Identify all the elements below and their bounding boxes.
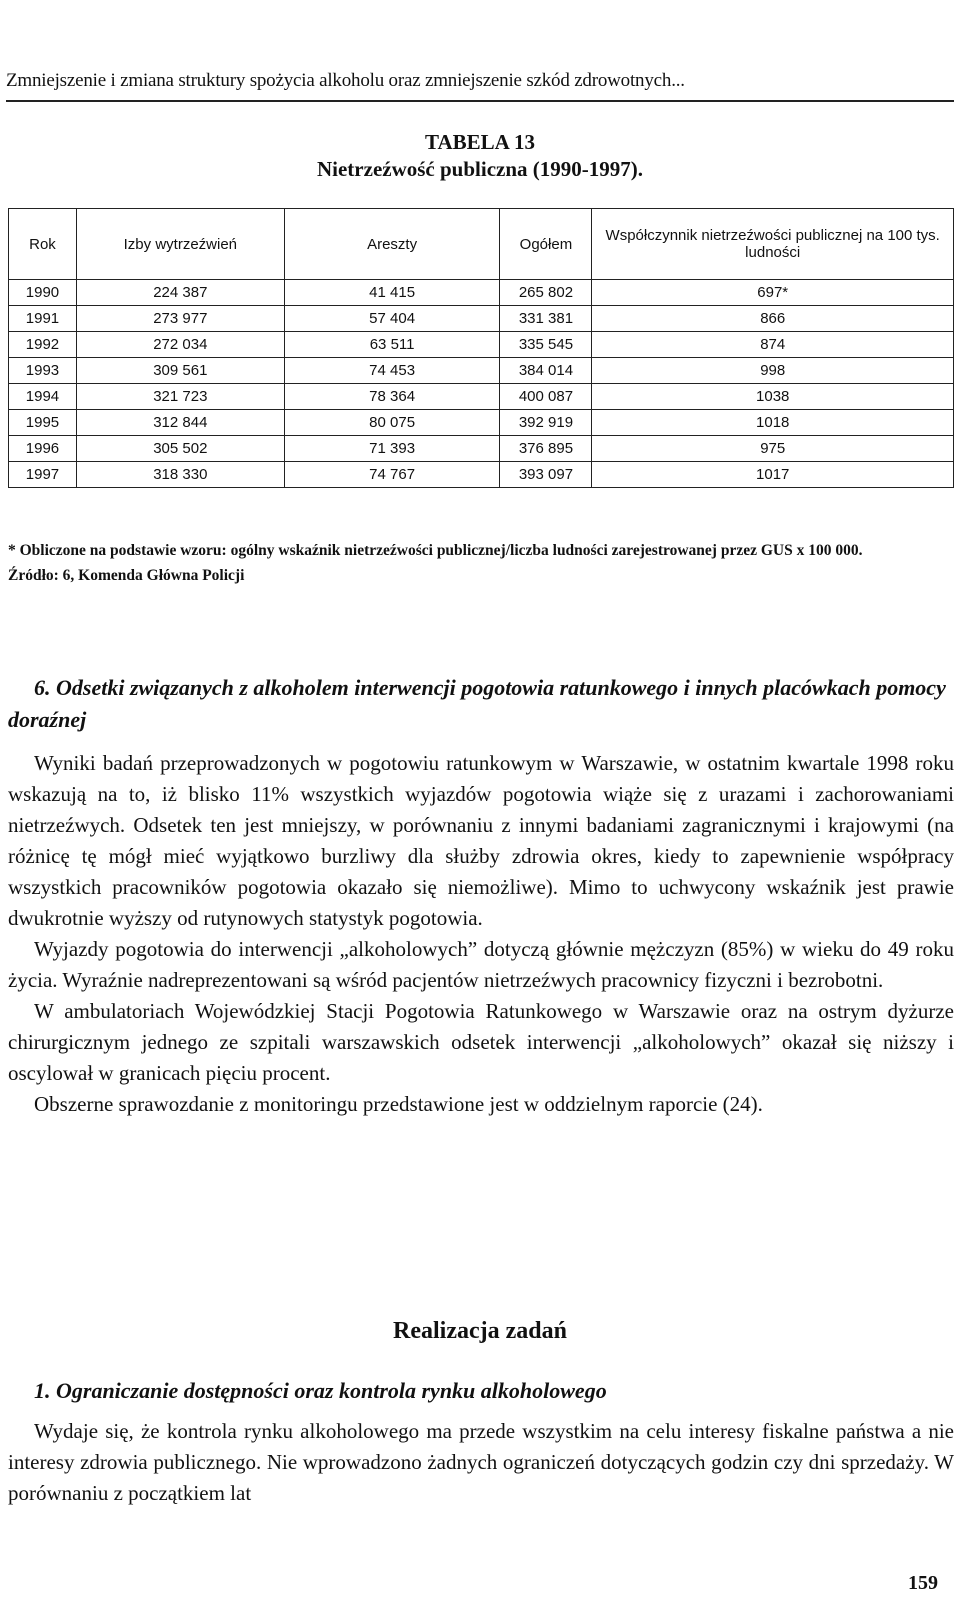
paragraph: Obszerne sprawozdanie z monitoringu przedstawione jest w oddzielnym raporcie (24).: [34, 1092, 763, 1116]
cell-year: 1991: [9, 306, 77, 332]
table-header-row: [9, 209, 954, 280]
cell-sobering: 318 330: [76, 462, 284, 488]
cell-arrests: 41 415: [284, 280, 500, 306]
cell-sobering: 321 723: [76, 384, 284, 410]
cell-rate: 866: [592, 306, 954, 332]
cell-total: 384 014: [500, 358, 592, 384]
running-header: Zmniejszenie i zmiana struktury spożycia alkoholu oraz zmniejszenie szkód zdrowotnych...: [6, 70, 685, 91]
paragraph: Wyjazdy pogotowia do interwencji „alkoholowych” dotyczą głównie mężczyzn (85%) w wieku do 49 roku życia. Wyraźnie nadreprezentowani są wśród pacjentów nietrzeźwych pracownicy fizyczni i bezrobotni.: [8, 937, 954, 992]
header-divider: [6, 100, 954, 102]
table-row: [9, 280, 954, 306]
table-row: [9, 384, 954, 410]
table-row: [9, 306, 954, 332]
paragraph: Wydaje się, że kontrola rynku alkoholowego ma przede wszystkim na celu interesy fiskalne państwa a nie interesy zdrowia publicznego. Nie wprowadzono żadnych ograniczeń dotyczących godzin czy dni sprzedaży. W porównaniu z początkiem lat: [8, 1419, 954, 1505]
cell-rate: 1017: [592, 462, 954, 488]
cell-rate: 697*: [592, 280, 954, 306]
section-6-heading: 6. Odsetki związanych z alkoholem interwencji pogotowia ratunkowego i innych placówkach pomocy doraźnej: [8, 675, 946, 732]
col-header-sobering-stations: Izby wytrzeźwień: [76, 209, 284, 280]
cell-year: 1995: [9, 410, 77, 436]
section-1-body: [8, 1416, 954, 1509]
cell-year: 1997: [9, 462, 77, 488]
table-row: [9, 462, 954, 488]
cell-year: 1994: [9, 384, 77, 410]
cell-sobering: 312 844: [76, 410, 284, 436]
cell-rate: 998: [592, 358, 954, 384]
cell-arrests: 78 364: [284, 384, 500, 410]
cell-sobering: 224 387: [76, 280, 284, 306]
cell-sobering: 309 561: [76, 358, 284, 384]
cell-total: 400 087: [500, 384, 592, 410]
col-header-year: Rok: [9, 209, 77, 280]
table-title: Nietrzeźwość publiczna (1990-1997).: [316, 157, 643, 181]
table-row: [9, 358, 954, 384]
cell-total: 393 097: [500, 462, 592, 488]
cell-sobering: 273 977: [76, 306, 284, 332]
table-source: Źródło: 6, Komenda Główna Policji: [8, 567, 245, 584]
table-notes: [8, 538, 954, 588]
cell-sobering: 272 034: [76, 332, 284, 358]
cell-total: 335 545: [500, 332, 592, 358]
cell-total: 376 895: [500, 436, 592, 462]
paragraph: W ambulatoriach Wojewódzkiej Stacji Pogotowia Ratunkowego w Warszawie oraz na ostrym dyżurze chirurgicznym jednego ze szpitali warszawskich odsetek interwencji „alkoholowych” okazał się niższy i oscylował w granicach pięciu procent.: [8, 999, 954, 1085]
cell-arrests: 63 511: [284, 332, 500, 358]
cell-year: 1990: [9, 280, 77, 306]
col-header-rate: Współczynnik nietrzeźwości publicznej na 100 tys. ludności: [592, 209, 954, 280]
cell-arrests: 80 075: [284, 410, 500, 436]
cell-year: 1993: [9, 358, 77, 384]
cell-total: 265 802: [500, 280, 592, 306]
section-1-heading: 1. Ograniczanie dostępności oraz kontrola rynku alkoholowego: [34, 1378, 607, 1403]
cell-arrests: 71 393: [284, 436, 500, 462]
cell-rate: 1018: [592, 410, 954, 436]
section-6-body: [8, 748, 954, 1120]
cell-sobering: 305 502: [76, 436, 284, 462]
cell-year: 1996: [9, 436, 77, 462]
cell-year: 1992: [9, 332, 77, 358]
table-row: [9, 332, 954, 358]
col-header-arrests: Areszty: [284, 209, 500, 280]
table-row: [9, 436, 954, 462]
table-footnote: * Obliczone na podstawie wzoru: ogólny wskaźnik nietrzeźwości publicznej/liczba ludności zarejestrowanej przez GUS x 100 000.: [8, 542, 863, 559]
cell-rate: 975: [592, 436, 954, 462]
realizacja-heading: Realizacja zadań: [393, 1318, 567, 1344]
cell-total: 392 919: [500, 410, 592, 436]
col-header-total: Ogółem: [500, 209, 592, 280]
cell-arrests: 74 767: [284, 462, 500, 488]
cell-arrests: 74 453: [284, 358, 500, 384]
cell-rate: 1038: [592, 384, 954, 410]
table-row: [9, 410, 954, 436]
paragraph: Wyniki badań przeprowadzonych w pogotowiu ratunkowym w Warszawie, w ostatnim kwartale 1998 roku wskazują na to, iż blisko 11% wszystkich wyjazdów pogotowia wiąże się z urazami i zachorowaniami nietrzeźwych. Odsetek ten jest mniejszy, w porównaniu z innymi badaniami zagranicznymi i krajowymi (na różnicę tę mógł mieć wyjątkowo burzliwy dla służby zdrowia okres, kiedy to zapewnienie współpracy wszystkich pracowników pogotowia okazało się niemożliwe). Mimo to uchwycony wskaźnik jest prawie dwukrotnie wyższy od rutynowych statystyk pogotowia.: [8, 751, 954, 930]
table-label: TABELA 13: [425, 130, 535, 154]
page-number: 159: [908, 1572, 938, 1594]
cell-total: 331 381: [500, 306, 592, 332]
cell-rate: 874: [592, 332, 954, 358]
cell-arrests: 57 404: [284, 306, 500, 332]
public-intoxication-table: [8, 208, 954, 488]
